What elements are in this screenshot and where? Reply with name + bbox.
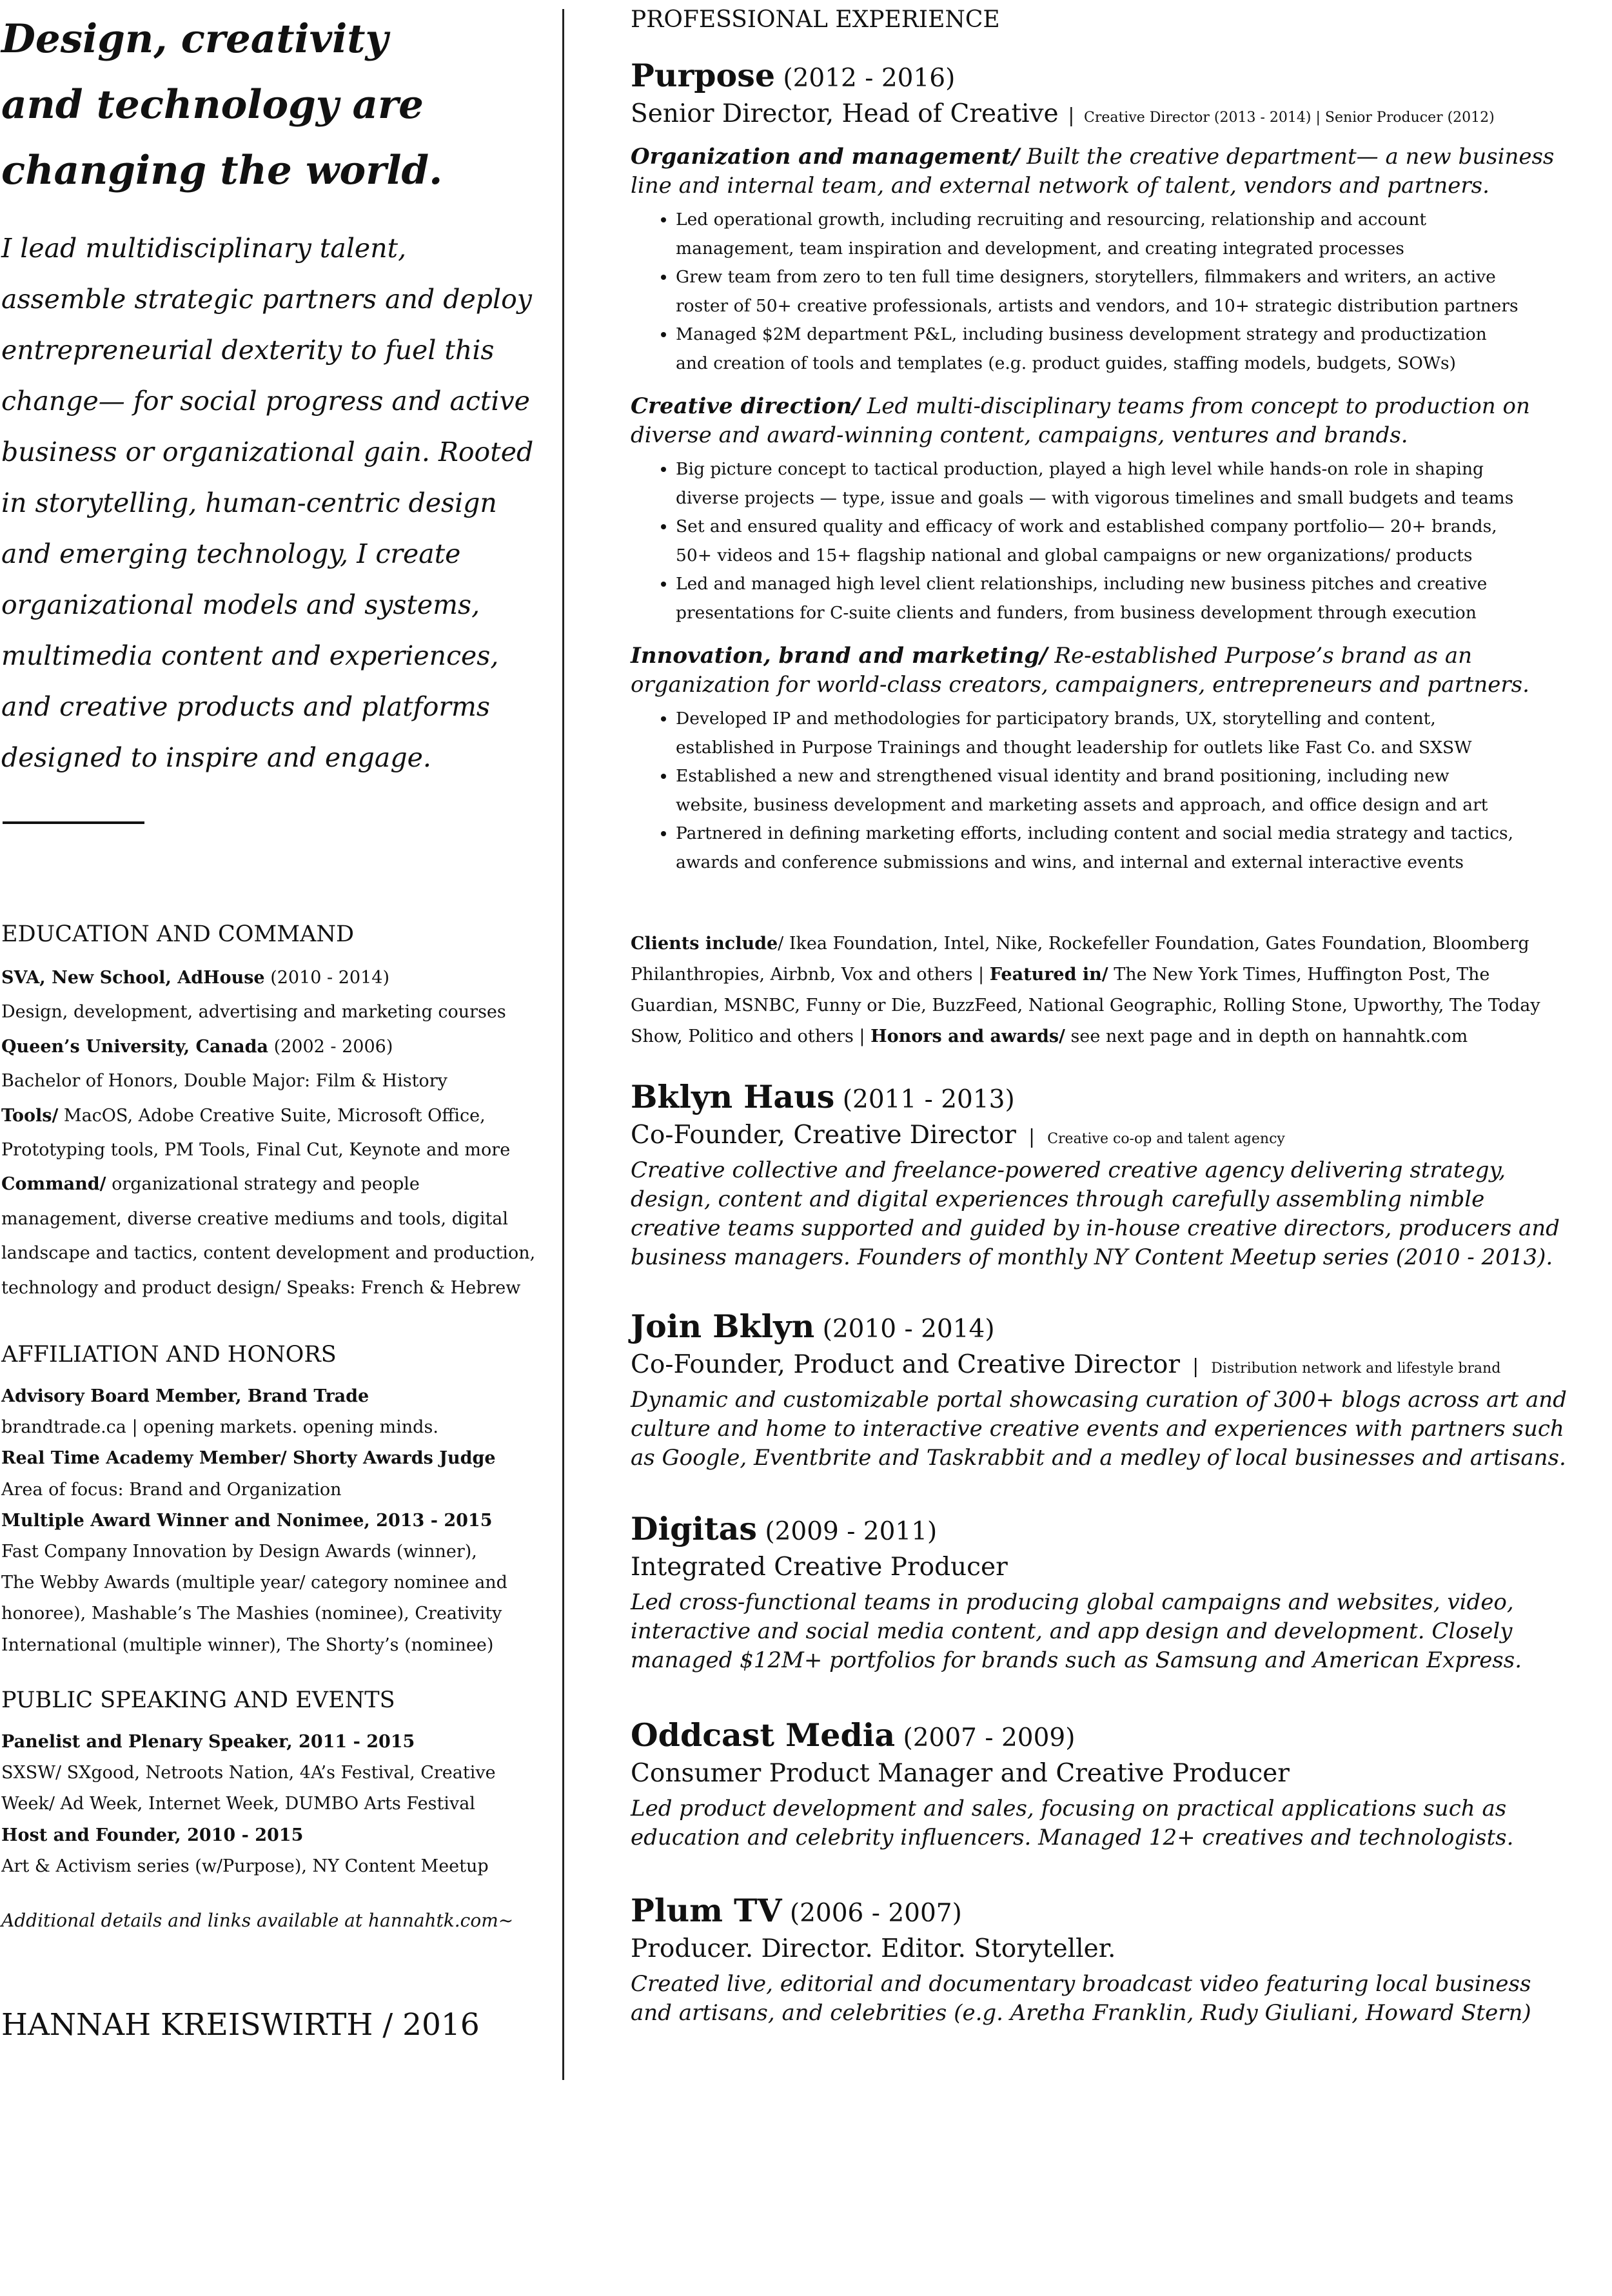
bullet-line: • Established a new and strengthened visual identity and brand positioning, including new [676,766,1450,786]
line-text: see next page and in depth on hannahtk.com [1065,1026,1468,1046]
intro-line: multimedia content and experiences, [1,640,499,671]
line-text: management, diverse creative mediums and tools, digital [1,1208,509,1229]
bold-label: Honors and awards/ [870,1026,1065,1046]
description-line: design, content and digital experiences through carefully assembling nimble [631,1186,1485,1212]
bold-label: Tools/ [1,1105,59,1126]
intro-line: assemble strategic partners and deploy [1,284,532,315]
intro-line: and creative products and platforms [1,691,490,722]
intro-line: change— for social progress and active [1,386,530,417]
job-role: Co-Founder, Product and Creative Director [631,1350,1181,1379]
text-line [1,1064,556,1098]
bold-label: Advisory Board Member, Brand Trade [1,1386,369,1406]
job-purpose [631,57,1598,877]
tagline-line: Design, creativity [1,16,388,62]
clients-line [631,928,1540,959]
subsection-title [631,642,1598,671]
subsection-title [631,142,1598,172]
separator: | [1016,1126,1048,1148]
bullet-item [676,206,1598,263]
text-line [1,1412,556,1443]
job-years: (2006 - 2007) [781,1899,962,1928]
line-text: International (multiple winner), The Shorty’s (nominee) [1,1634,494,1655]
description-line: interactive and social media content, and app design and development. Closely [631,1618,1513,1644]
bullet-line: management, team inspiration and development, and creating integrated processes [676,238,1404,259]
line-text: The New York Times, Huffington Post, The [1108,965,1490,985]
tagline [1,6,530,204]
line-text: Art & Activism series (w/Purpose), NY Content Meetup [1,1856,489,1876]
bullet-line: awards and conference submissions and wins, and internal and external interactive events [676,852,1464,872]
text-line [1,1271,556,1305]
job-role-line [631,1121,1598,1150]
job-role-line [631,1553,1598,1582]
text-line [1,1202,556,1236]
bullet-item [676,513,1598,570]
job-role: Senior Director, Head of Creative [631,99,1059,128]
bullet-line: website, business development and marketing assets and approach, and office design and art [676,794,1488,815]
line-text: Fast Company Innovation by Design Awards (winner), [1,1542,477,1562]
line-text: landscape and tactics, content development and production, [1,1243,536,1264]
job-entry [631,1510,1598,1675]
line-text: Guardian, MSNBC, Funny or Die, BuzzFeed, National Geographic, Rolling Stone, Upworthy, The Today [631,996,1540,1016]
job-role-line [631,1759,1598,1788]
company-name: Oddcast Media [631,1716,896,1754]
text-line [1,1536,556,1567]
bullet-item [676,819,1598,877]
bullet-list [631,705,1598,877]
intro-line: entrepreneurial dexterity to fuel this [1,335,495,366]
description-line: as Google, Eventbrite and Taskrabbit and a medley of local businesses and artisans. [631,1445,1566,1471]
text-line [1,1727,556,1758]
speaking-section [1,1685,556,1882]
bold-label: Host and Founder, 2010 - 2015 [1,1825,304,1845]
description-line: Led cross-functional teams in producing global campaigns and websites, video, [631,1589,1514,1615]
job-entry [631,1716,1598,1852]
subsection [631,142,1598,378]
company-name: Digitas [631,1510,757,1547]
clients-line [631,1021,1540,1052]
line-text: (2002 - 2006) [268,1036,393,1057]
bold-label: Command/ [1,1174,106,1195]
description-line: Dynamic and customizable portal showcasing curation of 300+ blogs across art and [631,1387,1567,1413]
job-role-extra: Distribution network and lifestyle brand [1211,1360,1501,1377]
company-name: Join Bklyn [631,1308,815,1345]
line-text: honoree), Mashable’s The Mashies (nominee), Creativity [1,1604,502,1624]
text-line [1,1567,556,1598]
description-line: managed $12M+ portfolios for brands such as Samsung and American Express. [631,1647,1522,1673]
bullet-line: • Partnered in defining marketing efforts, including content and social media strategy and tactics, [676,823,1514,843]
line-text: Week/ Ad Week, Internet Week, DUMBO Arts Festival [1,1794,475,1814]
subsection-title [631,392,1598,421]
line-text: MacOS, Adobe Creative Suite, Microsoft Office, [58,1105,486,1126]
job-description [631,1588,1598,1675]
bullet-item [676,570,1598,627]
bullet-line: • Set and ensured quality and efficacy of work and established company portfolio— 20+ brands, [676,516,1497,536]
line-text: brandtrade.ca | opening markets. opening minds. [1,1417,438,1438]
job-role: Producer. Director. Editor. Storyteller. [631,1934,1116,1963]
text-line [1,1598,556,1629]
job-title [631,1510,1598,1547]
short-rule [3,821,144,824]
clients-line [631,990,1540,1021]
text-line [1,1789,556,1820]
section-heading: AFFILIATION AND HONORS [1,1342,337,1368]
bold-label: Clients include [631,934,778,954]
text-line [1,1167,556,1201]
description-line: business managers. Founders of monthly NY Content Meetup series (2010 - 2013). [631,1244,1553,1270]
company-name: Bklyn Haus [631,1078,835,1115]
subsection-label: Organization and management/ [631,144,1020,170]
bold-label: Multiple Award Winner and Nonimee, 2013 - 2015 [1,1510,493,1531]
text-line [1,1506,556,1536]
affiliation-section [1,1340,556,1661]
text-line [1,961,556,995]
job-description [631,1794,1598,1852]
subsection-summary: Re-established Purpose’s brand as an [1047,643,1472,669]
company-name: Purpose [631,57,775,94]
job-role-line [631,1350,1598,1379]
job-entry [631,1308,1598,1473]
section-heading: PUBLIC SPEAKING AND EVENTS [1,1687,395,1713]
line-text: The Webby Awards (multiple year/ category nominee and [1,1573,507,1593]
intro-line: designed to inspire and engage. [1,742,431,773]
description-line: Led product development and sales, focusing on practical applications such as [631,1796,1507,1821]
bullet-item [676,455,1598,513]
text-line [1,1630,556,1661]
line-text: Philanthropies, Airbnb, Vox and others | [631,965,990,985]
line-text: Design, development, advertising and marketing courses [1,1002,506,1023]
intro-line: organizational models and systems, [1,589,480,620]
job-years: (2011 - 2013) [834,1085,1015,1114]
job-role-extra: Creative Director (2013 - 2014) | Senior Producer (2012) [1083,110,1495,126]
text-line [1,1381,556,1412]
text-line [1,1758,556,1789]
bullet-line: established in Purpose Trainings and thought leadership for outlets like Fast Co. and SXSW [676,737,1472,758]
section-heading: EDUCATION AND COMMAND [1,921,355,947]
bullet-line: diverse projects — type, issue and goals — with vigorous timelines and small budgets and teams [676,487,1514,508]
subsection [631,642,1598,877]
intro-line: business or organizational gain. Rooted [1,437,534,467]
subsection-summary-line: line and internal team, and external network of talent, vendors and partners. [631,173,1489,199]
line-text: SXSW/ SXgood, Netroots Nation, 4A’s Festival, Creative [1,1763,496,1783]
text-line [1,1443,556,1474]
line-text: Area of focus: Brand and Organization [1,1479,342,1500]
company-name: Plum TV [631,1892,782,1929]
bullet-list [631,206,1598,378]
education-lines [1,961,556,1305]
subsection-summary: Led multi-disciplinary teams from concept to production on [860,393,1530,419]
bullet-line: 50+ videos and 15+ flagship national and global campaigns or new organizations/ products [676,545,1473,565]
separator: | [1180,1355,1212,1378]
separator: | [1061,104,1081,127]
job-role-line [631,99,1598,128]
bullet-line: • Led and managed high level client relationships, including new business pitches and creative [676,574,1488,594]
bold-label: Queen’s University, Canada [1,1036,268,1057]
subsection-label: Innovation, brand and marketing/ [631,643,1048,669]
education-section [1,919,556,1305]
name-footer: HANNAH KREISWIRTH / 2016 [1,2007,480,2043]
affiliation-lines [1,1381,556,1661]
text-line [1,1475,556,1506]
line-text: Bachelor of Honors, Double Major: Film & History [1,1071,447,1092]
text-line [1,995,556,1029]
text-line [1,1133,556,1167]
job-years: (2007 - 2009) [895,1723,1076,1752]
column-divider [562,9,564,2080]
bold-label: Panelist and Plenary Speaker, 2011 - 2015 [1,1732,415,1752]
text-line [1,1236,556,1270]
bullet-line: presentations for C-suite clients and funders, from business development through execution [676,602,1477,623]
intro-line: in storytelling, human-centric design [1,487,497,518]
job-title [631,1308,1598,1345]
bullet-line: • Grew team from zero to ten full time designers, storytellers, filmmakers and writers, an active [676,267,1496,287]
bullet-item [676,705,1598,762]
job-years: (2010 - 2014) [814,1315,995,1344]
job-role: Co-Founder, Creative Director [631,1121,1016,1150]
job-description [631,1156,1598,1272]
job-title [631,1892,1598,1929]
bold-label: Featured in/ [989,965,1108,985]
job-role-line [631,1934,1598,1963]
line-text: organizational strategy and people [106,1174,420,1195]
job-years: (2009 - 2011) [756,1517,938,1546]
text-line [1,1851,556,1882]
bullet-line: • Managed $2M department P&L, including business development strategy and productization [676,324,1487,344]
text-line [1,1820,556,1851]
description-line: Created live, editorial and documentary broadcast video featuring local business [631,1971,1531,1997]
additional-details-note: Additional details and links available at hannahtk.com~ [1,1910,514,1931]
bold-label: Real Time Academy Member/ Shorty Awards Judge [1,1448,496,1469]
text-line [1,1099,556,1133]
job-title [631,57,1598,94]
bullet-item [676,320,1598,378]
bullet-line: • Big picture concept to tactical production, played a high level while hands-on role in shaping [676,459,1484,479]
subsection [631,392,1598,627]
subsection-summary-line: organization for world-class creators, campaigners, entrepreneurs and partners. [631,672,1529,698]
line-text: Show, Politico and others | [631,1026,871,1046]
job-role: Consumer Product Manager and Creative Producer [631,1759,1290,1788]
job-description [631,1386,1598,1473]
purpose-subsections [631,142,1598,877]
speaking-lines [1,1727,556,1882]
job-years: (2012 - 2016) [775,64,956,93]
description-line: culture and home to interactive creative events and experiences with partners such [631,1416,1564,1442]
bullet-line: • Developed IP and methodologies for participatory brands, UX, storytelling and content, [676,709,1436,729]
description-line: Creative collective and freelance-powered creative agency delivering strategy, [631,1157,1506,1183]
job-title [631,1716,1598,1754]
line-text: (2010 - 2014) [264,968,389,988]
subsection-summary-line: diverse and award-winning content, campaigns, ventures and brands. [631,422,1408,448]
bullet-item [676,762,1598,819]
line-text: / Ikea Foundation, Intel, Nike, Rockefeller Foundation, Gates Foundation, Bloomberg [778,934,1529,954]
tagline-line: and technology are [1,82,424,128]
line-text: Prototyping tools, PM Tools, Final Cut, Keynote and more [1,1140,511,1161]
text-line [1,1030,556,1064]
intro-line: and emerging technology, I create [1,538,461,569]
description-line: creative teams supported and guided by in-house creative directors, producers and [631,1215,1560,1241]
job-description [631,1970,1598,2028]
job-entry [631,1892,1598,2028]
bullet-line: and creation of tools and templates (e.g. product guides, staffing models, budgets, SOWs) [676,353,1456,373]
bullet-list [631,455,1598,627]
subsection-label: Creative direction/ [631,393,860,419]
intro-paragraph [1,223,543,783]
bullet-line: roster of 50+ creative professionals, artists and vendors, and 10+ strategic distribution partners [676,295,1519,316]
description-line: education and celebrity influencers. Managed 12+ creatives and technologists. [631,1825,1514,1850]
job-entry [631,1078,1598,1272]
clients-line [631,959,1540,990]
bullet-line: • Led operational growth, including recruiting and resourcing, relationship and account [676,210,1427,230]
job-role-extra: Creative co-op and talent agency [1047,1131,1285,1147]
experience-heading: PROFESSIONAL EXPERIENCE [631,6,1000,33]
description-line: and artisans, and celebrities (e.g. Aretha Franklin, Rudy Giuliani, Howard Stern) [631,2000,1531,2026]
intro-line: I lead multidisciplinary talent, [1,233,407,264]
tagline-line: changing the world. [1,148,443,193]
bold-label: SVA, New School, AdHouse [1,968,265,988]
clients-block [631,928,1540,1052]
line-text: technology and product design/ Speaks: French & Hebrew [1,1277,521,1298]
job-title [631,1078,1598,1115]
job-role: Integrated Creative Producer [631,1553,1008,1582]
subsection-summary: Built the creative department— a new business [1019,144,1555,170]
bullet-item [676,263,1598,320]
